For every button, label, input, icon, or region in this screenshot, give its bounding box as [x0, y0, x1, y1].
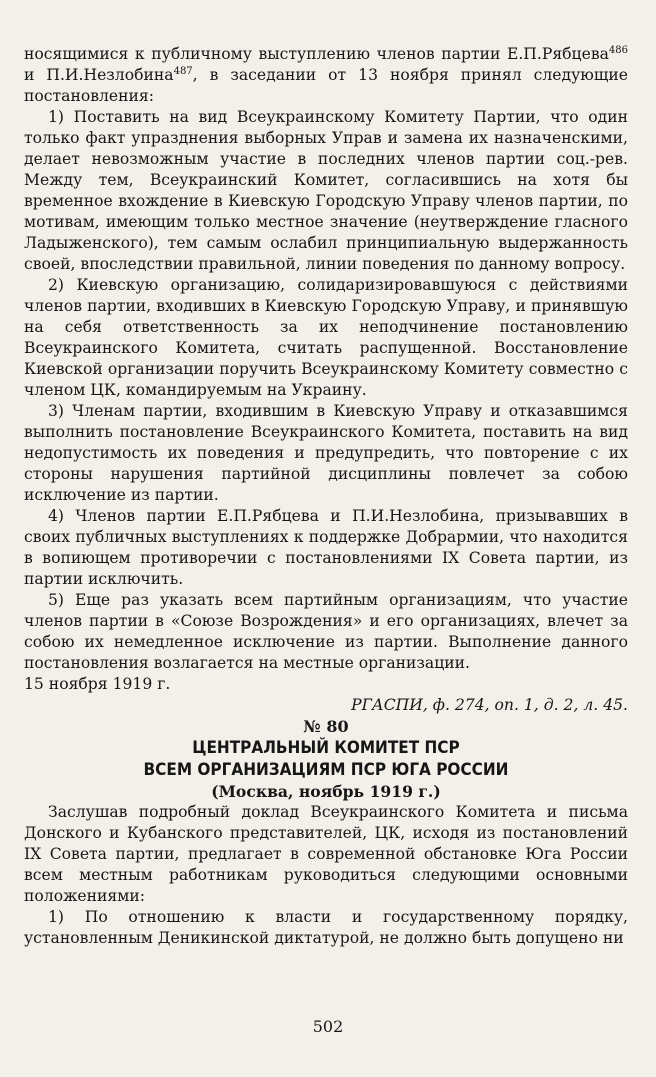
page-number: 502 — [312, 1017, 344, 1036]
document-number: № 80 — [303, 717, 349, 736]
resolution-item-5: 5) Еще раз указать всем партийным организациям, что участие членов партии в «Союзе Возрождения» и его организациях, влечет за собою их немедленное исключение из партии. Выполнение данного постановления возлагается на местные организации. — [24, 591, 628, 672]
paragraph-continuation — [24, 44, 628, 107]
archive-source: РГАСПИ, ф. 274, оп. 1, д. 2, л. 45. — [351, 696, 628, 714]
intro-paragraph: Заслушав подробный доклад Всеукраинского Комитета и письма Донского и Кубанского представителей, ЦК, исходя из постановлений IX Совета партии, предлагает в современной обстановке Юга России всем местным работникам руководиться следующими основными положениями: — [24, 803, 628, 905]
resolution-item-1: 1) Поставить на вид Всеукраинскому Комитету Партии, что один только факт упразднения выборных Управ и замена их назначенскими, делает невозможным участие в последних членов партии соц.-рев. Между тем, Всеукраинский Комитет, согласившись на хотя бы временное вхождение в Киевскую Городскую Управу членов партии, по мотивам, имеющим только местное значение (неутверждение гласного Ладыженского), тем самым ослабил принципиальную выдержанность своей, впоследствии правильной, линии поведения по данному вопросу. — [24, 108, 628, 273]
document-body — [24, 44, 628, 949]
position-item-1: 1) По отношению к власти и государственному порядку, установленным Деникинской диктатурой, не должно быть допущено ни — [24, 908, 628, 947]
paragraph-text: носящимися к публичному выступлению членов партии Е.П.Рябцева — [24, 45, 609, 63]
paragraph-text: , в заседании от 13 ноября принял следующие постановления: — [24, 66, 628, 105]
resolution-item-4: 4) Членов партии Е.П.Рябцева и П.И.Незлобина, призывавших в своих публичных выступлениях к поддержке Добрармии, что находится в вопиющем противоречии с постановлениями IX Совета партии, из партии исключить. — [24, 507, 628, 588]
footnote-ref: 486 — [608, 44, 628, 56]
paragraph-text: и П.И.Незлобина — [24, 66, 174, 84]
footnote-ref: 487 — [173, 65, 193, 77]
document-heading-line-2: ВСЕМ ОРГАНИЗАЦИЯМ ПСР ЮГА РОССИИ — [143, 760, 509, 780]
resolution-item-3: 3) Членам партии, входившим в Киевскую Управу и отказавшимся выполнить постановление Всеукраинского Комитета, поставить на вид недопустимость их поведения и предупредить, что повторение с их стороны нарушения партийной дисциплины повлечет за собою исключение из партии. — [24, 402, 628, 504]
document-heading-line-1: ЦЕНТРАЛЬНЫЙ КОМИТЕТ ПСР — [192, 738, 460, 758]
document-subheading: (Москва, ноябрь 1919 г.) — [211, 782, 441, 801]
document-date: 15 ноября 1919 г. — [24, 675, 171, 693]
resolution-item-2: 2) Киевскую организацию, солидаризировавшуюся с действиями членов партии, входивших в Киевскую Городскую Управу, и принявшую на себя ответственность за их неподчинение постановлению Всеукраинского Комитета, считать распущенной. Восстановление Киевской организации поручить Всеукраинскому Комитету совместно с членом ЦК, командируемым на Украину. — [24, 276, 628, 399]
